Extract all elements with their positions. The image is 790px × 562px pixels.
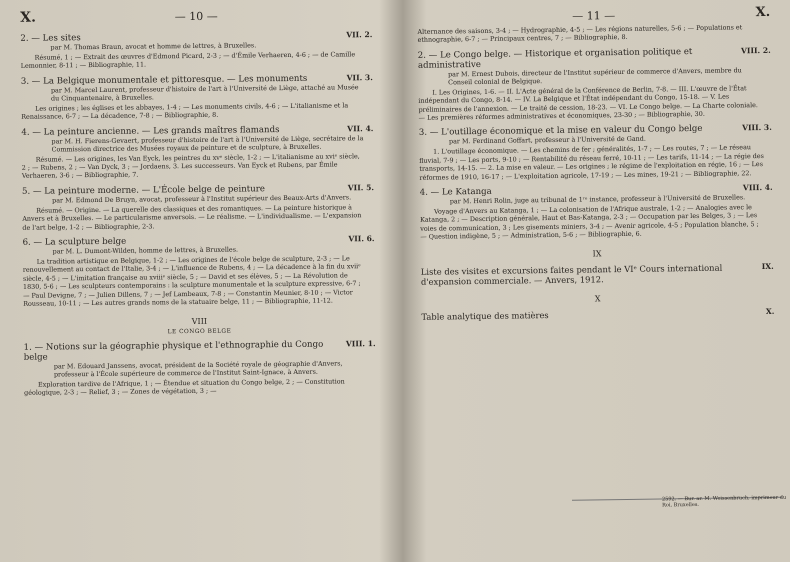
entry: [418, 46, 772, 123]
entry: [22, 183, 374, 232]
entry-title: 3. — La Belgique monumentale et pittoresque. — Les monuments: [20, 73, 308, 87]
subsection-heading: LE CONGO BELGE: [167, 328, 232, 335]
entry-summary: Voyage d'Anvers au Katanga, 1 ; — La colonisation de l'Afrique australe, 1-2 ; — Analogies avec le Katanga, 2 ; — Description générale, Haut et Bas-Katanga, 2-3 ; — Occupation par les Belges, 3 ; — Les voies de communication, 3 ; Les gisements miniers, 3-4 ; — Avenir agricole, 4-5 ; Population blanche, 5 ; — Question indigène, 5 ; — Administration, 5-6 ; — Bibliographie, 6.: [420, 203, 759, 242]
entry-summary: Résumé, 1 ; — Extrait des œuvres d'Edmond Picard, 2-3 ; — d'Émile Verhaeren, 4-6 ; — de Camille Lemonnier, 8-11 ; — Bibliographie, 11.: [20, 50, 356, 71]
entry-title: 1. — Notions sur la géographie physique et l'ethnographie du Congo belge: [23, 339, 324, 363]
entry-title: 3. — L'outillage économique et la mise en valeur du Congo belge: [418, 124, 703, 139]
entry-author: par M. Ernest Dubois, directeur de l'Institut supérieur de commerce d'Anvers, membre du Conseil colonial de Belgique.: [447, 66, 742, 87]
section-entry: [421, 307, 774, 322]
entry-title: 4. — La peinture ancienne. — Les grands maîtres flamands: [21, 124, 280, 138]
entry-title: 4. — Le Katanga: [419, 186, 492, 198]
section-heading: X: [594, 293, 601, 304]
section-heading: IX: [592, 248, 602, 259]
entry-reference: VIII. 2.: [740, 45, 771, 56]
entry-reference: VII. 6.: [348, 234, 375, 244]
entry-title: 5. — La peinture moderne. — L'École belge de peinture: [21, 184, 265, 197]
section-entry-text: Table analytique des matières: [421, 309, 549, 322]
entry-reference: IX.: [761, 261, 774, 271]
section-entry-text: Liste des visites et excursions faites pendant le VIᵉ Cours international d'expansion commerciale. — Anvers, 1912.: [420, 262, 723, 287]
section-heading: VIII: [191, 316, 208, 326]
continued-summary: Alternance des saisons, 3-4 ; — Hydrographie, 4-5 ; — Les régions naturelles, 5-6 ; — Populations et ethnographie, 6-7 ; — Principaux centres, 7 ; — Bibliographie, 8.: [417, 23, 743, 45]
right-page: [405, 0, 790, 562]
entry-author: par M. Marcel Laurent, professeur d'histoire de l'art à l'Université de Liège, attaché au Musée du Cinquantenaire, à Bruxelles.: [50, 83, 359, 103]
entry-summary: 1. L'outillage économique. — Les chemins de fer ; généralités, 1-7 ; — Les routes, 7 ; — Le réseau fluvial, 7-9 ; — Les ports, 9-10 ; — Rentabilité du réseau ferré, 10-11 ; — Les tarifs, 11-14 ; — La régie des transports, 14-15. — 2. La mise en valeur. — Les origines ; le régime de l'exploitation en régie, 16 ; — Les réformes de 1910, 16-17 ; — L'exploitation agricole, 17-19 ; — Les mines, 19-21 ; — Bibliographie, 22.: [419, 143, 764, 182]
entry: [22, 234, 375, 308]
entry-title: 2. — Le Congo belge. — Historique et organisation politique et administrative: [417, 46, 693, 71]
entry: [21, 124, 374, 181]
entry-reference: VIII. 1.: [345, 338, 376, 348]
entry-author: par M. Thomas Braun, avocat et homme de lettres, à Bruxelles.: [50, 41, 257, 52]
entry-reference: VIII. 3.: [741, 123, 772, 133]
entry-title: 6. — La sculpture belge: [22, 236, 127, 248]
entry-reference: VII. 4.: [347, 123, 374, 133]
entry: [420, 183, 774, 242]
entry-reference: VIII. 4.: [742, 182, 773, 193]
entry-summary: Exploration tardive de l'Afrique, 1 ; — Étendue et situation du Congo belge, 2 ; — Constitution géologique, 2-3 ; — Relief, 3 ; — Zones de végétation, 3 ; —: [24, 376, 345, 397]
entry-author: par M. Ferdinand Goffart, professeur à l'Université de Gand.: [448, 135, 646, 146]
printer-footer: 2592. — Bur. ar. M. Weissenbruch, imprimeur du Roi, Bruxelles.: [661, 494, 787, 509]
entry-summary: I. Les Origines, 1-6. — II. L'Acte général de la Conférence de Berlin, 7-8. — III. L'œuvre de l'État indépendant du Congo, 8-14. — IV. La Belgique et l'État indépendant du Congo, 15-18. — V. Les préliminaires de l'annexion. — Le traité de cession, 18-23. — VI. Le Congo belge. — La Charte coloniale. — Les premières réformes administratives et économiques, 23-30 ; — Bibliographie, 30.: [418, 84, 758, 122]
section-entry: [421, 262, 774, 287]
left-page-header: [20, 6, 372, 28]
entry-reference: VII. 2.: [346, 30, 373, 40]
entry-author: par M. L. Dumont-Wilden, homme de lettres, à Bruxelles.: [52, 245, 239, 256]
entry-author: par M. Henri Rolin, juge au tribunal de 1ʳᵉ instance, professeur à l'Université de Bruxelles.: [449, 193, 746, 206]
entry: [419, 123, 773, 182]
entry-author: par M. Edouard Janssens, avocat, président de la Société royale de géographie d'Anvers, professeur à l'École supérieure de commerce de l'Institut Saint-Ignace, à Anvers.: [53, 358, 343, 378]
entry-summary: Les origines ; les églises et les abbayes, 1-4 ; — Les monuments civils, 4-6 ; — L'italianisme et la Renaissance, 6-7 ; — La décadence, 7-8 ; — Bibliographie, 8.: [21, 101, 349, 122]
section-marker: X.: [20, 9, 37, 26]
entry-reference: VII. 3.: [346, 72, 373, 83]
section-marker: X.: [755, 4, 771, 21]
page-number: — 11 —: [572, 9, 616, 23]
page-number: — 10 —: [174, 9, 218, 24]
entry-reference: X.: [765, 306, 775, 316]
entry-reference: VII. 5.: [347, 182, 375, 193]
entry-author: par M. H. Fierens-Gevaert, professeur d'histoire de l'art à l'Université de Liège, secrétaire de la Commission directrice des Musées royaux de peinture et de sculpture, à Bruxelles.: [51, 133, 364, 154]
entry-author: par M. Edmond De Bruyn, avocat, professeur à l'Institut supérieur des Beaux-Arts d'Anvers.: [52, 193, 352, 205]
entry: [24, 339, 377, 397]
entry-summary: Résumé. — Origine. — La querelle des classiques et des romantiques. — La peinture historique à Anvers et à Bruxelles. — Le particularisme anversois. — Le réalisme. — L'individualisme. — L'expansion de l'art belge, 1-2 ; — Bibliographie, 2-3.: [22, 203, 362, 232]
entry-summary: La tradition artistique en Belgique, 1-2 ; — Les origines de l'école belge de sculpture, 2-3 ; — Le renouvellement au contact de l'Italie, 3-4 ; — L'influence de Rubens, 4 ; — La décadence à la fin du xviiᵉ siècle, 4-5 ; — L'imitation française au xviiiᵉ siècle, 5 ; — David et ses élèves, 5 ; — La Révolution de 1830, 5-6 ; — Les sculpteurs contemporains : la sculpture monumentale et la sculpture expressive, 6-7 ; — Paul Devigne, 7 ; — Julien Dillens, 7 ; — Jef Lambeaux, 7-8 ; — Constantin Meunier, 8-10 ; — Victor Rousseau, 10-11 ; — Les autres grands noms de la statuaire belge, 11 ; — Bibliographie, 11-12.: [22, 254, 361, 308]
entry-summary: Résumé. — Les origines, les Van Eyck, les peintres du xvᵉ siècle, 1-2 ; — L'italianisme au xviᵉ siècle, 2 ; — Rubens, 2 ; — Van Dyck, 3 ; — Jordaens, 3. Les successeurs. Van Eyck et Rubens, par Émile Verhaeren, 3-6 ; — Bibliographie, 7.: [21, 151, 360, 181]
entry: [20, 30, 372, 70]
entry: [21, 73, 373, 121]
entry-title: 2. — Les sites: [20, 33, 81, 44]
